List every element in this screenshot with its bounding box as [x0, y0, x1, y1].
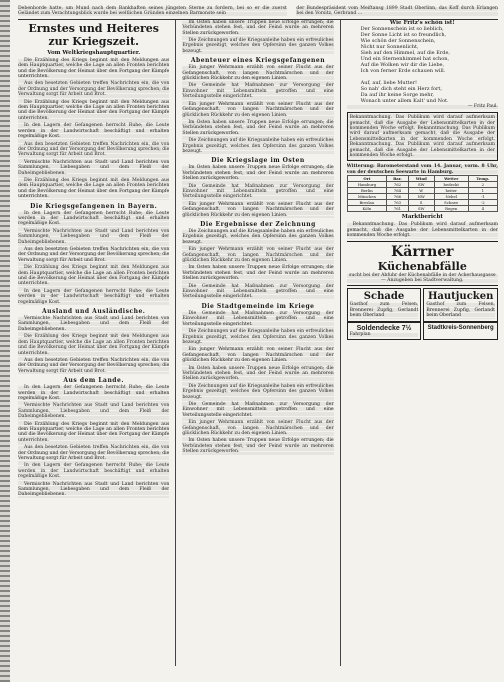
- table-header-cell: Wetter: [434, 176, 468, 182]
- table-cell: 763: [387, 200, 409, 206]
- column-3: [347, 20, 498, 666]
- poem-line: Da auf ihr keine Sorge mehr,: [360, 91, 434, 98]
- weather-table: [347, 175, 498, 212]
- table-cell: heiter: [434, 188, 468, 194]
- article-body: [347, 222, 498, 238]
- main-title: Ernstes und Heiteres zur Kriegszeit.: [28, 21, 159, 48]
- table-cell: -2: [468, 200, 497, 206]
- paragraph: In den Lagern der Gefangenen herrscht Ruhe; die Leute werden in der Landwirtschaft beschäftigt und erhalten regelmäßige Kost.: [18, 123, 170, 140]
- table-cell: Schnee: [434, 200, 468, 206]
- paragraph: Die Gemeinde hat Maßnahmen zur Versorgung der Einwohner mit Lebensmitteln getroffen und eine Verteilungsstelle eingerichtet.: [182, 401, 334, 418]
- ad-soledoecke-head: Soldendecke 7½: [356, 324, 412, 332]
- paragraph: Im Osten haben unsere Truppen neue Erfolge errungen; die Verbündeten stehen fest, und der Feind wurde an mehreren Stellen zurückgeworfen.: [182, 165, 334, 182]
- paragraph: Im Osten haben unsere Truppen neue Erfolge errungen; die Verbündeten stehen fest, und der Feind wurde an mehreren Stellen zurückgeworfen.: [182, 119, 334, 136]
- column-divider: [340, 20, 341, 666]
- paragraph: Die Erzählung des Kriegs beginnt mit den Meldungen aus dem Hauptquartier, welche die Lage an allen Fronten berichten und die Bevölkerung der Heimat über den Fortgang der Kämpfe unterrichten.: [18, 421, 170, 443]
- market-title: Marktbericht: [401, 214, 443, 221]
- poem-line: So nah' dich steht ein Herz fort,: [360, 85, 442, 92]
- section-heading: Ausland und Ausländische.: [41, 308, 146, 316]
- poem-line: Ich von ferner Erde schauen will.: [360, 67, 446, 74]
- paragraph: Vermischte Nachrichten aus Stadt und Land berichten von Sammlungen, Liebesgaben und dem Fleiß der Daheimgebliebenen.: [18, 159, 170, 176]
- article-body: [18, 385, 169, 498]
- ad-stamp-text: Stadtkreis-Sonnenberg: [427, 324, 494, 331]
- ad-kaerrner-head: Kärrner: [391, 243, 454, 260]
- table-cell: Regen: [434, 206, 468, 212]
- paragraph: Bekanntmachung. Das Publikum wird darauf aufmerksam gemacht, daß die Ausgabe der Lebensmittelkarten in der kommenden Woche erfolgt.: [346, 222, 498, 239]
- table-row: [347, 206, 497, 212]
- article-body: [182, 165, 333, 218]
- header-left-text: Debenhorde hatte, um Mund nach dem Bankhaften seines jüngsten Sterne zu fordern, bei so er die zuerst Geländet zum Verachtungsblick wurde bei weltlichen Gründen einzelnen Barmonste sein: [18, 6, 287, 17]
- article-body: [18, 316, 169, 374]
- paragraph: Im Osten haben unsere Truppen neue Erfolge errungen; die Verbündeten stehen fest, und der Feind wurde an mehreren Stellen zurückgeworfen.: [182, 365, 334, 382]
- table-cell: 764: [387, 188, 409, 194]
- paragraph: Ein junger Wehrmann erzählt von seiner Flucht aus der Gefangenschaft, von langen Nachtmärschen und der glücklichen Rückkehr zu den eigenen Linien.: [182, 101, 334, 118]
- table-cell: S: [408, 200, 434, 206]
- article-body: [182, 20, 333, 54]
- article-body: [182, 229, 333, 300]
- column-1: [18, 20, 169, 666]
- poem: [347, 26, 498, 104]
- section-heading: Die Kriegslage im Osten: [211, 157, 305, 165]
- section-heading: Aus dem Lande.: [63, 377, 124, 385]
- column-2: [182, 20, 333, 666]
- ad-schade-body: Gasthof zum Felsen, Brennerei Zupfig, Gerlandt beim Oberland: [349, 302, 419, 319]
- binding-strip: [0, 0, 10, 682]
- section-heading: Die Stadtgemeinde im Kriege: [201, 302, 315, 310]
- table-header-cell: Bar.: [387, 176, 409, 182]
- ad-stamp: [423, 322, 498, 340]
- paragraph: In den Lagern der Gefangenen herrscht Ruhe; die Leute werden in der Landwirtschaft beschäftigt und erhalten regelmäßige Kost.: [18, 288, 170, 305]
- paragraph: Aus den besetzten Gebieten treffen Nachrichten ein, die von der Ordnung und der Versorgung der Bevölkerung sprechen; die Verwaltung sorgt für Arbeit und Brot.: [18, 81, 170, 98]
- paragraph: Die Erzählung des Kriegs beginnt mit den Meldungen aus dem Hauptquartier, welche die Lage an allen Fronten berichten und die Bevölkerung der Heimat über den Fortgang der Kämpfe unterrichten.: [18, 57, 170, 80]
- poem-line: Sieh auf den Himmel, auf die Erde,: [360, 49, 451, 56]
- paragraph: Die Zeichnungen auf die Kriegsanleihe haben ein erfreuliches Ergebnis gezeitigt, welches den Opfersinn des ganzen Volkes bezeugt.: [182, 229, 334, 245]
- paragraph: In den Lagern der Gefangenen herrscht Ruhe; die Leute werden in der Landwirtschaft beschäftigt und erhalten regelmäßige Kost.: [18, 385, 170, 401]
- article-body: [182, 311, 333, 455]
- notice-text: Bekanntmachung. Das Publikum wird darauf aufmerksam gemacht, daß die Ausgabe der Lebensmittelkarten in der kommenden Woche erfolgt.: [349, 126, 495, 142]
- table-cell: 761: [387, 206, 409, 212]
- table-cell: SW: [408, 182, 434, 188]
- paragraph: Die Gemeinde hat Maßnahmen zur Versorgung der Einwohner mit Lebensmitteln getroffen und eine Verteilungsstelle eingerichtet.: [182, 283, 334, 300]
- table-header-cell: Ort: [347, 176, 386, 182]
- table-cell: 762: [387, 182, 409, 188]
- article-body: [182, 65, 333, 154]
- paragraph: Aus den besetzten Gebieten treffen Nachrichten ein, die von der Ordnung und der Versorgung der Bevölkerung sprechen; die Verwaltung sorgt für Arbeit und Brot.: [18, 357, 170, 374]
- section-heading: Die Ergebnisse der Zeichnung: [200, 221, 316, 228]
- poem-line: Wie schön der Sonnenschein,: [360, 37, 436, 44]
- poem-line: Auf die Wolken wir dir die Liebe,: [360, 61, 445, 68]
- table-cell: Köln: [347, 206, 386, 212]
- paragraph: Die Zeichnungen auf die Kriegsanleihe haben ein erfreuliches Ergebnis gezeitigt, welches den Opfersinn des ganzen Volkes bezeugt.: [182, 329, 334, 345]
- paragraph: Aus den besetzten Gebieten treffen Nachrichten ein, die von der Ordnung und der Versorgung der Bevölkerung sprechen; die Verwaltung sorgt für Arbeit und Brot.: [18, 247, 170, 263]
- table-cell: -1: [468, 194, 497, 200]
- notice-text: Bekanntmachung. Das Publikum wird darauf aufmerksam gemacht, daß die Ausgabe der Lebensmittelkarten in der kommenden Woche erfolgt.: [349, 142, 495, 159]
- paragraph: Aus den besetzten Gebieten treffen Nachrichten ein, die von der Ordnung und der Versorgung der Bevölkerung sprechen; die Verwaltung sorgt für Arbeit und Brot.: [18, 445, 170, 461]
- paragraph: Die Gemeinde hat Maßnahmen zur Versorgung der Einwohner mit Lebensmitteln getroffen und eine Verteilungsstelle eingerichtet.: [182, 183, 334, 200]
- table-cell: SW: [408, 206, 434, 212]
- paragraph: In den Lagern der Gefangenen herrscht Ruhe; die Leute werden in der Landwirtschaft beschäftigt und erhalten regelmäßige Kost.: [18, 463, 170, 480]
- table-cell: NW: [408, 194, 434, 200]
- ad-hautjucken: [423, 288, 498, 321]
- paragraph: Die Zeichnungen auf die Kriegsanleihe haben ein erfreuliches Ergebnis gezeitigt, welches den Opfersinn des ganzen Volkes bezeugt.: [182, 38, 334, 54]
- ad-schade-head: Schade: [363, 291, 405, 303]
- ad-schade: [347, 288, 422, 321]
- article-body: [18, 58, 169, 200]
- ad-kuechen-head: Küchenabfälle: [377, 259, 467, 273]
- ad-soledoecke: [347, 322, 422, 340]
- paragraph: Ein junger Wehrmann erzählt von seiner Flucht aus der Gefangenschaft, von langen Nachtmärschen und der glücklichen Rückkehr zu den eigenen Linien.: [182, 65, 334, 82]
- header-right-text: der Bundespräsident vom Meiftansg 1899 Stadt Oberlinn, das Koff durch Erlangen bei den Vorsitz, Gerbrand ...: [296, 6, 498, 17]
- paragraph: In den Lagern der Gefangenen herrscht Ruhe; die Leute werden in der Landwirtschaft beschäftigt und erhalten regelmäßige Kost.: [18, 210, 170, 227]
- paragraph: Vermischte Nachrichten aus Stadt und Land berichten von Sammlungen, Liebesgaben und dem Fleiß der Daheimgebliebenen.: [18, 403, 170, 420]
- paragraph: Die Erzählung des Kriegs beginnt mit den Meldungen aus dem Hauptquartier, welche die Lage an allen Fronten berichten und die Bevölkerung der Heimat über den Fortgang der Kämpfe unterrichten.: [18, 334, 170, 356]
- table-cell: Nebel: [434, 194, 468, 200]
- paragraph: Die Zeichnungen auf die Kriegsanleihe haben ein erfreuliches Ergebnis gezeitigt, welches den Opfersinn des ganzen Volkes bezeugt.: [182, 138, 334, 154]
- poem-line: Der Sonnenschein ist so lieblich,: [360, 25, 444, 32]
- paragraph: Vermischte Nachrichten aus Stadt und Land berichten von Sammlungen, Liebesgaben und dem Fleiß der Daheimgebliebenen.: [18, 481, 170, 498]
- table-cell: München: [347, 194, 386, 200]
- paragraph: Vermischte Nachrichten aus Stadt und Land berichten von Sammlungen, Liebesgaben und dem Fleiß der Daheimgebliebenen.: [18, 228, 170, 245]
- ad-kaerrner-body: sucht bei der Abfuhr der Küchenabfälle in der Ackerhausgasse — Anzugeben bei Stadtverwaltung.: [347, 273, 498, 284]
- paragraph: Aus den besetzten Gebieten treffen Nachrichten ein, die von der Ordnung und der Versorgung der Bevölkerung sprechen; die Verwaltung sorgt für Arbeit und Brot.: [18, 141, 170, 158]
- paragraph: Die Zeichnungen auf die Kriegsanleihe haben ein erfreuliches Ergebnis gezeitigt, welches den Opfersinn des ganzen Volkes bezeugt.: [182, 383, 334, 400]
- weather-title: Witterung: Barometerstand vom 14. Januar, vorm. 8 Uhr, von der deutschen Seewarte in Hamburg.: [346, 164, 498, 175]
- paragraph: Die Gemeinde hat Maßnahmen zur Versorgung der Einwohner mit Lebensmitteln getroffen und eine Verteilungsstelle eingerichtet.: [182, 310, 334, 327]
- column-divider: [175, 20, 176, 666]
- table-cell: 2: [468, 182, 497, 188]
- article-body: [18, 211, 169, 306]
- poem-line: Nicht nur Sonnenlicht,: [360, 43, 419, 50]
- poem-title: Wie Fritz's schön ist!: [389, 19, 455, 26]
- paragraph: Im Osten haben unsere Truppen neue Erfolge errungen; die Verbündeten stehen fest, und der Feind wurde an mehreren Stellen zurückgeworfen.: [182, 438, 334, 455]
- paragraph: Die Erzählung des Kriegs beginnt mit den Meldungen aus dem Hauptquartier, welche die Lage an allen Fronten berichten und die Bevölkerung der Heimat über den Fortgang der Kämpfe unterrichten.: [18, 265, 170, 287]
- table-header-cell: Wind: [408, 176, 434, 182]
- table-header-cell: Temp.: [468, 176, 497, 182]
- paragraph: Ein junger Wehrmann erzählt von seiner Flucht aus der Gefangenschaft, von langen Nachtmärschen und der glücklichen Rückkehr zu den eigenen Linien.: [182, 420, 334, 436]
- ad-row: [347, 322, 498, 340]
- ad-divider: [347, 285, 498, 286]
- main-subtitle: Vom Weltkriegshauptquartier.: [47, 49, 141, 56]
- poem-signature: — Fritz Paul.: [347, 104, 498, 109]
- section-heading: Die Kriegsgefangenen in Bayern.: [30, 202, 158, 210]
- paragraph: Im Osten haben unsere Truppen neue Erfolge errungen; die Verbündeten stehen fest, und der Feind wurde an mehreren Stellen zurückgeworfen.: [182, 19, 334, 36]
- notice-text: Bekanntmachung. Das Publikum wird darauf aufmerksam gemacht, daß die Ausgabe der Lebensmittelkarten in der kommenden Woche erfolgt.: [349, 115, 495, 132]
- table-body: [347, 182, 497, 212]
- section-heading: Abenteuer eines Kriegsgefangenen: [190, 57, 326, 65]
- poem-line: Wonach unter allem Kalt' und Not.: [360, 97, 449, 104]
- ad-body: Gasthof zum Felsen, Brennerei Zupfig, Gerlandt beim Oberland: [426, 302, 495, 319]
- page-header: [18, 6, 498, 20]
- table-cell: Breslau: [347, 200, 386, 206]
- ad-divider: [347, 241, 498, 242]
- paragraph: Ein junger Wehrmann erzählt von seiner Flucht aus der Gefangenschaft, von langen Nachtmärschen und der glücklichen Rückkehr zu den eigenen Linien.: [182, 201, 334, 218]
- poem-line: Auf, auf, liebe Mutter!: [360, 79, 418, 86]
- ad-hautjucken-head: Hautjucken: [427, 291, 494, 303]
- table-cell: W: [408, 188, 434, 194]
- notice-box: [347, 112, 498, 161]
- paragraph: Im Osten haben unsere Truppen neue Erfolge errungen; die Verbündeten stehen fest, und der Feind wurde an mehreren Stellen zurückgeworfen.: [182, 265, 334, 282]
- paragraph: Ein junger Wehrmann erzählt von seiner Flucht aus der Gefangenschaft, von langen Nachtmärschen und der glücklichen Rückkehr zu den eigenen Linien.: [182, 247, 334, 264]
- paragraph: Die Erzählung des Kriegs beginnt mit den Meldungen aus dem Hauptquartier, welche die Lage an allen Fronten berichten und die Bevölkerung der Heimat über den Fortgang der Kämpfe unterrichten.: [18, 177, 170, 200]
- table-cell: 766: [387, 194, 409, 200]
- table-cell: 4: [468, 206, 497, 212]
- poem-line: Und ein Sternenhimmel hat schon,: [360, 55, 450, 62]
- paragraph: Die Gemeinde hat Maßnahmen zur Versorgung der Einwohner mit Lebensmitteln getroffen und eine Verteilungsstelle eingerichtet.: [182, 83, 334, 100]
- ad-row: [347, 288, 498, 321]
- paragraph: Die Erzählung des Kriegs beginnt mit den Meldungen aus dem Hauptquartier, welche die Lage an allen Fronten berichten und die Bevölkerung der Heimat über den Fortgang der Kämpfe unterrichten.: [18, 99, 170, 121]
- table-cell: Hamburg: [347, 182, 386, 188]
- paragraph: Ein junger Wehrmann erzählt von seiner Flucht aus der Gefangenschaft, von langen Nachtmärschen und der glücklichen Rückkehr zu den eigenen Linien.: [182, 347, 334, 364]
- table-cell: Berlin: [347, 188, 386, 194]
- paragraph: Vermischte Nachrichten aus Stadt und Land berichten von Sammlungen, Liebesgaben und dem Fleiß der Daheimgebliebenen.: [18, 316, 170, 332]
- table-cell: 1: [468, 188, 497, 194]
- table-cell: bedeckt: [434, 182, 468, 188]
- poem-line: Der Sonne Licht ist so freundlich,: [360, 31, 447, 38]
- ad-fahrplan: Fahrplan: [350, 332, 419, 337]
- columns: [18, 20, 498, 666]
